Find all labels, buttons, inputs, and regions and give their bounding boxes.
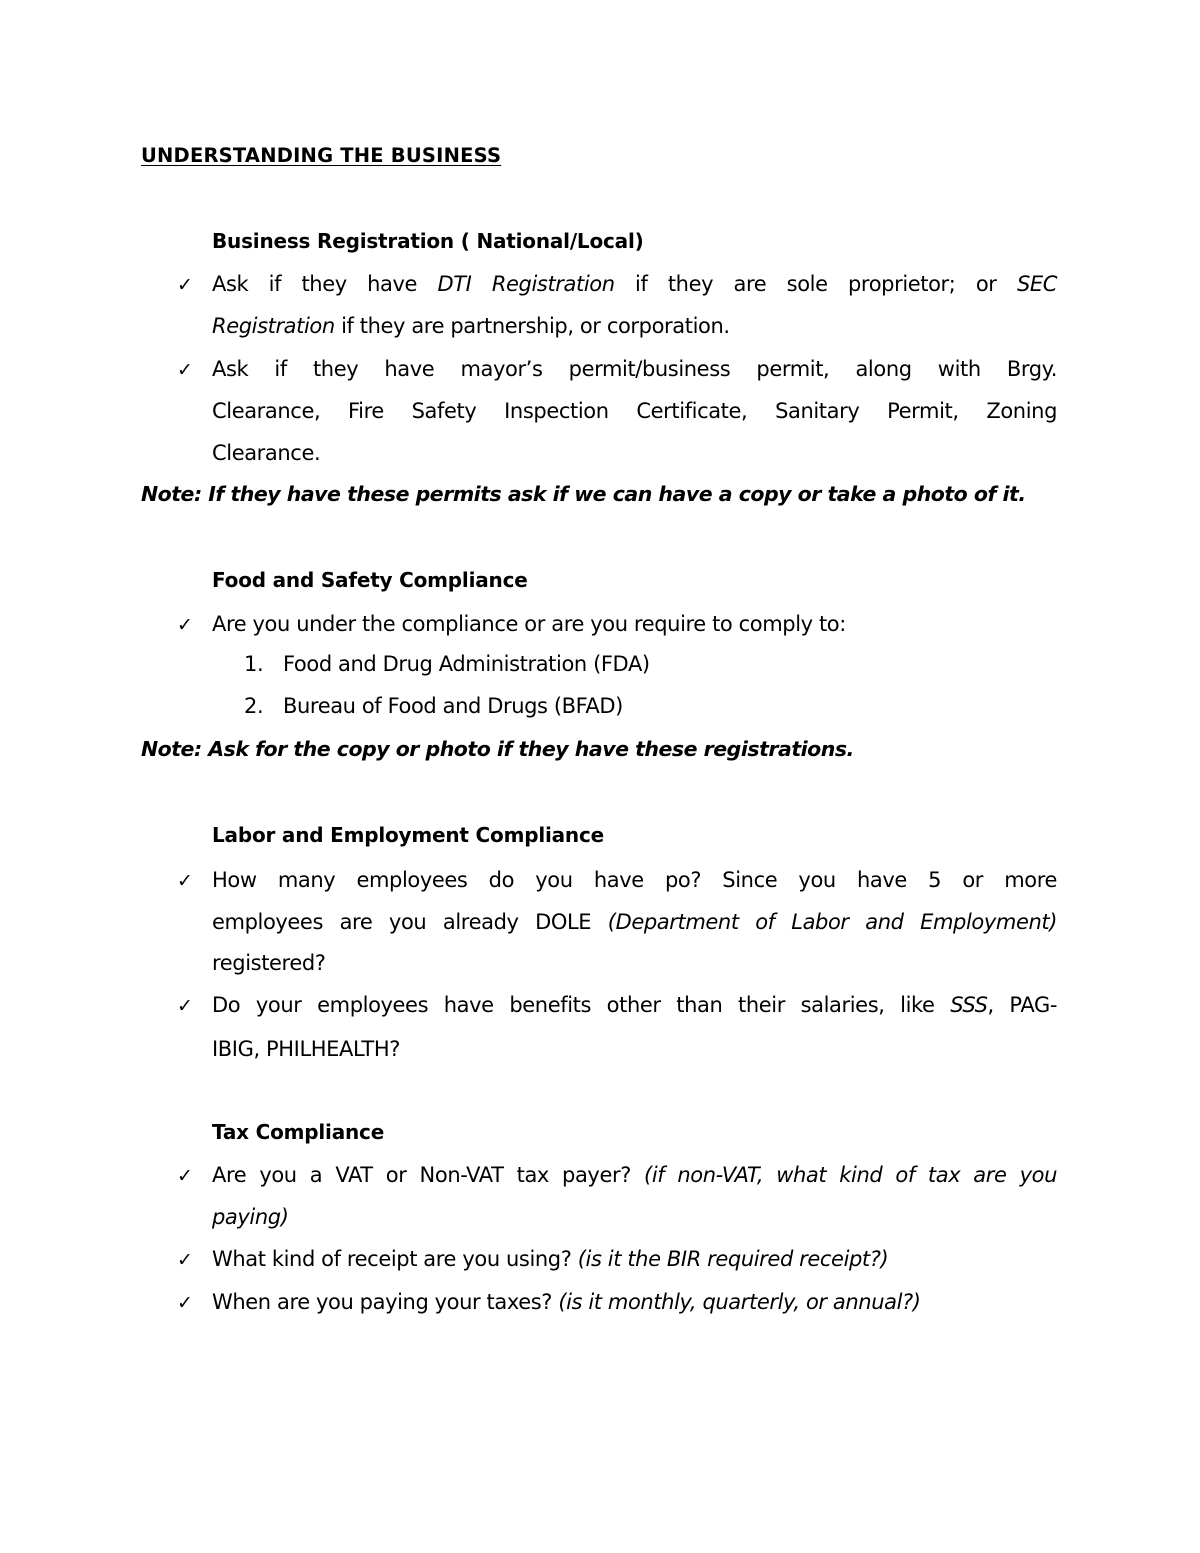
- checkmark-icon: ✓: [177, 1249, 193, 1271]
- checkmark-icon: ✓: [177, 359, 193, 381]
- list-number: 1.: [244, 652, 264, 676]
- bullet-line: registered?: [212, 951, 326, 975]
- bullet-line: How many employees do you have po? Since you have 5 or more: [212, 868, 1057, 892]
- bullet-line: Are you a VAT or Non-VAT tax payer? (if non-VAT, what kind of tax are you: [212, 1163, 1057, 1187]
- note-registrations: Note: Ask for the copy or photo if they have these registrations.: [141, 737, 854, 761]
- section-heading-labor-employment: Labor and Employment Compliance: [212, 823, 604, 847]
- list-item: Food and Drug Administration (FDA): [283, 652, 650, 676]
- bullet-line: employees are you already DOLE (Department of Labor and Employment): [212, 910, 1058, 934]
- note-permits: Note: If they have these permits ask if we can have a copy or take a photo of it.: [141, 482, 1026, 506]
- checkmark-icon: ✓: [177, 614, 193, 636]
- bullet-line: Ask if they have DTI Registration if they are sole proprietor; or SEC: [212, 272, 1057, 296]
- bullet-line: Do your employees have benefits other than their salaries, like SSS, PAG-: [212, 993, 1058, 1017]
- section-heading-food-safety: Food and Safety Compliance: [212, 568, 528, 592]
- section-heading-business-registration: Business Registration ( National/Local): [212, 229, 644, 253]
- checkmark-icon: ✓: [177, 995, 193, 1017]
- list-item: Bureau of Food and Drugs (BFAD): [283, 694, 623, 718]
- checkmark-icon: ✓: [177, 274, 193, 296]
- bullet-line: When are you paying your taxes? (is it monthly, quarterly, or annual?): [212, 1290, 921, 1314]
- document-title: UNDERSTANDING THE BUSINESS: [141, 144, 502, 167]
- bullet-line: What kind of receipt are you using? (is it the BIR required receipt?): [212, 1247, 889, 1271]
- checkmark-icon: ✓: [177, 1292, 193, 1314]
- bullet-line: IBIG, PHILHEALTH?: [212, 1037, 400, 1061]
- bullet-line: paying): [212, 1205, 289, 1229]
- checkmark-icon: ✓: [177, 1165, 193, 1187]
- bullet-line: Registration if they are partnership, or corporation.: [212, 314, 730, 338]
- bullet-line: Clearance, Fire Safety Inspection Certificate, Sanitary Permit, Zoning: [212, 399, 1057, 423]
- list-number: 2.: [244, 694, 264, 718]
- bullet-line: Ask if they have mayor’s permit/business permit, along with Brgy.: [212, 357, 1057, 381]
- checkmark-icon: ✓: [177, 870, 193, 892]
- bullet-line: Are you under the compliance or are you require to comply to:: [212, 612, 846, 636]
- section-heading-tax: Tax Compliance: [212, 1120, 385, 1144]
- bullet-line: Clearance.: [212, 441, 321, 465]
